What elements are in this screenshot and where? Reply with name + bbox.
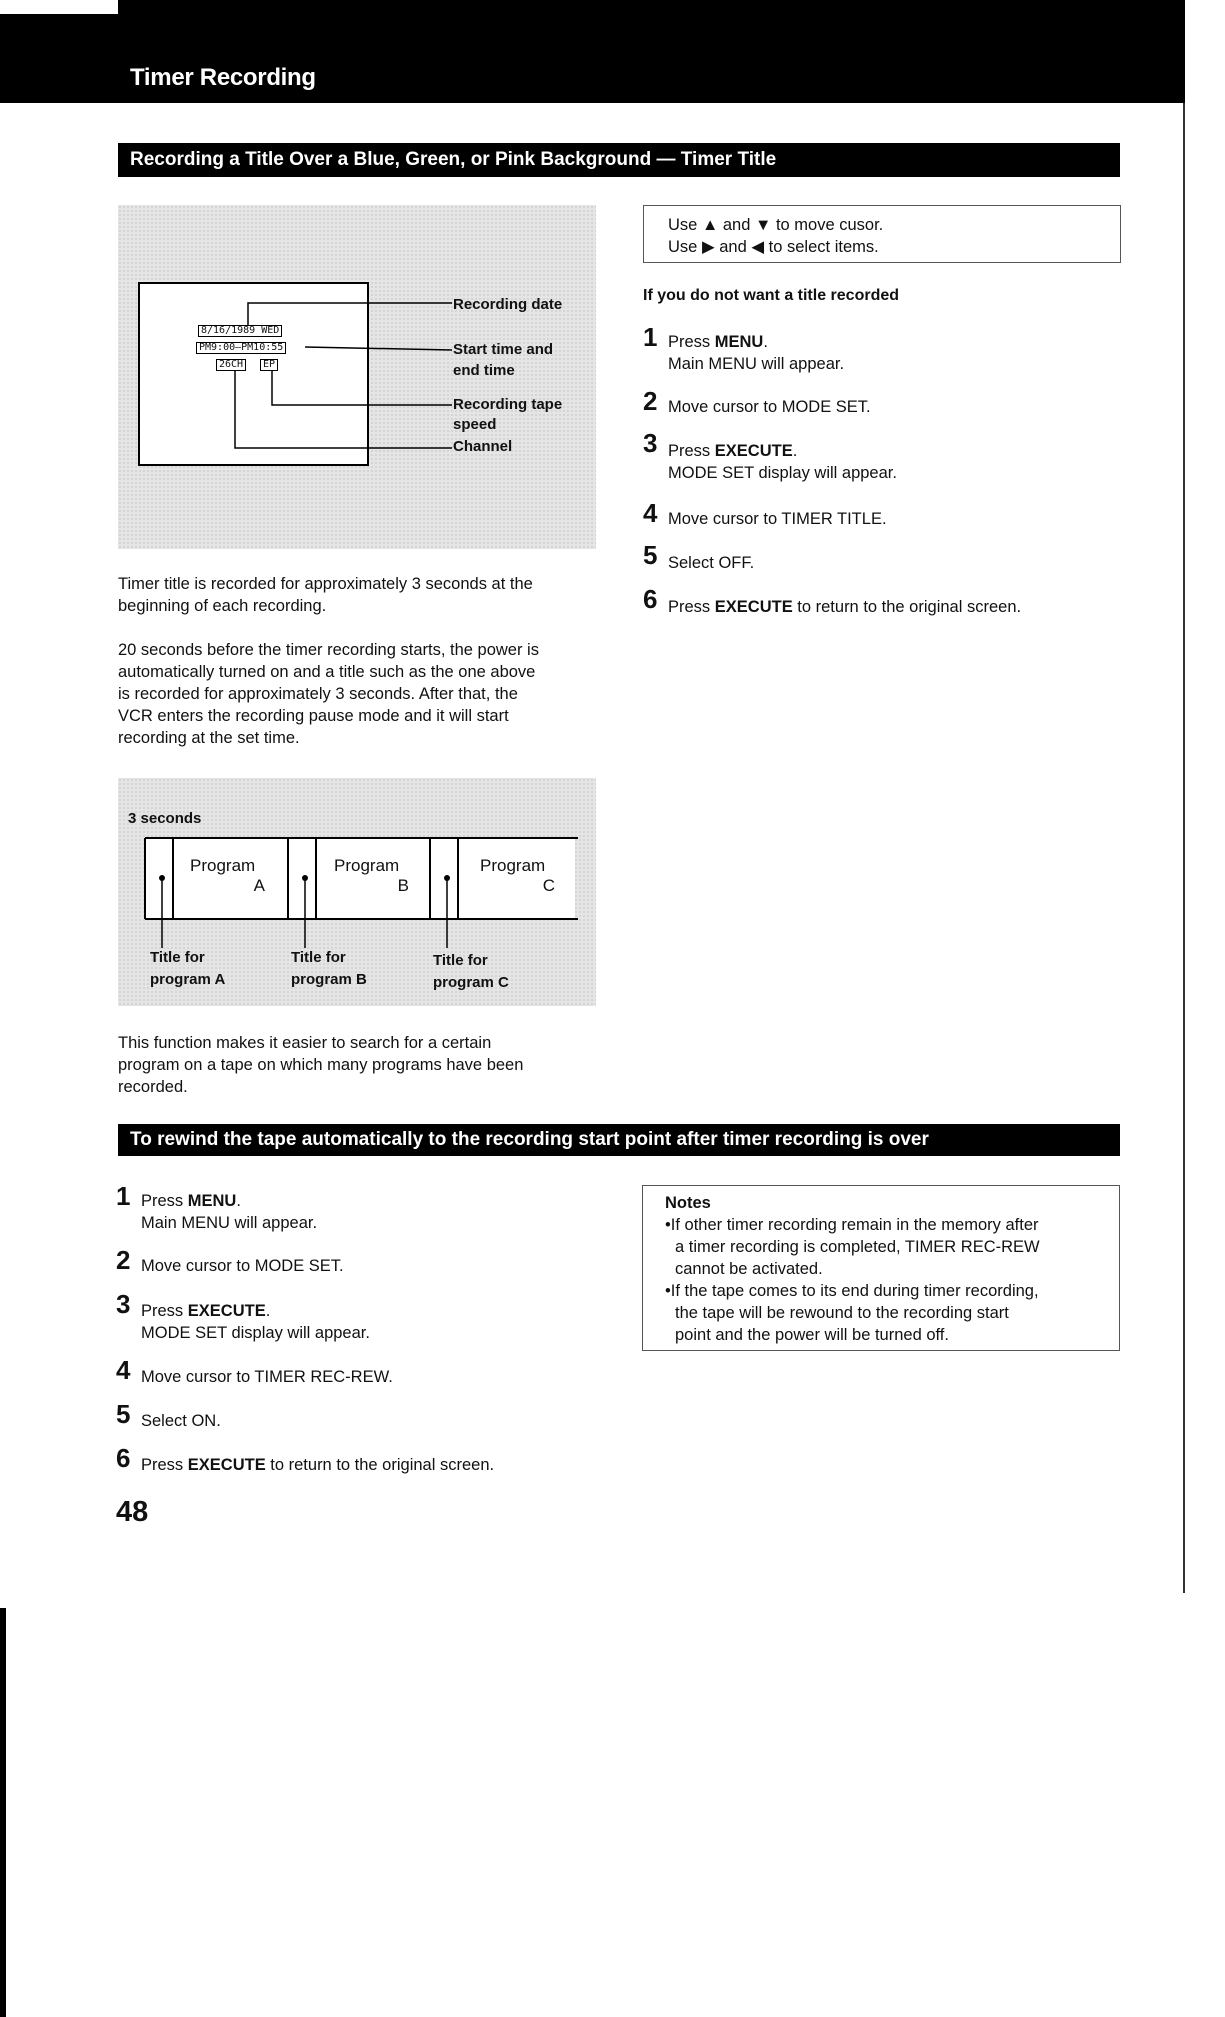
section-heading-timer-title: Recording a Title Over a Blue, Green, or Pink Background — Timer Title bbox=[118, 143, 1120, 177]
label-recording-date: Recording date bbox=[453, 296, 563, 313]
rewind-steps: 1 Press MENU. Main MENU will appear. 2 Move cursor to MODE SET. 3 Press EXECUTE. MODE SET display will appear. 4 Move cursor to TIMER REC-REW. 5 Select ON. 6 Press EXECUTE to return to the original screen. bbox=[116, 1181, 495, 1474]
program-c-block: Program C bbox=[480, 856, 555, 895]
program-a-block: Program A bbox=[190, 856, 265, 895]
section-heading-auto-rewind: To rewind the tape automatically to the recording start point after timer recording is over bbox=[118, 1124, 1120, 1156]
label-tape-speed-2: speed bbox=[453, 416, 497, 433]
up-arrow-icon: ▲ bbox=[701, 216, 719, 234]
page-title: Timer Recording bbox=[130, 64, 316, 91]
label-start-time: Start time and bbox=[453, 341, 554, 358]
display-time: PM9:00—PM10:55 bbox=[196, 342, 286, 354]
left-arrow-icon: ◀ bbox=[751, 238, 765, 256]
down-arrow-icon: ▼ bbox=[755, 216, 772, 234]
title-for-program-c: Title for program C bbox=[433, 952, 509, 991]
page-number: 48 bbox=[116, 1496, 149, 1528]
paragraph-power-on: 20 seconds before the timer recording starts, the power is automatically turned on and a title such as the one above is recorded for approximately 3 seconds. After that, the VCR enters the recording pause mode and it will start recording at the set time. bbox=[118, 641, 539, 747]
label-3-seconds: 3 seconds bbox=[128, 810, 202, 827]
notes-heading: Notes bbox=[665, 1194, 711, 1212]
no-title-heading: If you do not want a title recorded bbox=[643, 287, 900, 304]
display-speed: EP bbox=[260, 359, 278, 371]
program-b-block: Program B bbox=[334, 856, 409, 895]
right-arrow-icon: ▶ bbox=[701, 238, 715, 256]
label-channel: Channel bbox=[453, 438, 513, 455]
display-channel: 26CH bbox=[216, 359, 246, 371]
title-for-program-b: Title for program B bbox=[291, 949, 367, 988]
paragraph-search: This function makes it easier to search for a certain program on a tape on which many programs have been recorded. bbox=[118, 1034, 524, 1096]
no-title-steps: 1 Press MENU. Main MENU will appear. 2 Move cursor to MODE SET. 3 Press EXECUTE. MODE SET display will appear. 4 Move cursor to TIMER TITLE. 5 Select OFF. 6 Press EXECUTE to return to the original screen. bbox=[643, 322, 1022, 616]
paragraph-title-duration: Timer title is recorded for approximately 3 seconds at the beginning of each recording. bbox=[118, 575, 533, 615]
notes-box: Notes •If other timer recording remain in the memory after a timer recording is completed, TIMER REC-REW cannot be activated. •If the tape comes to its end during timer recording, the tape will be rewound to the recording start point and the power will be turned off. bbox=[642, 1185, 1120, 1351]
display-date: 8/16/1989 WED bbox=[198, 325, 282, 337]
cursor-hint-box: Use ▲ and ▼ to move cusor. Use ▶ and ◀ to select items. bbox=[643, 205, 1121, 263]
title-for-program-a: Title for program A bbox=[150, 949, 226, 988]
label-end-time: end time bbox=[453, 362, 515, 379]
label-tape-speed-1: Recording tape bbox=[453, 396, 563, 413]
